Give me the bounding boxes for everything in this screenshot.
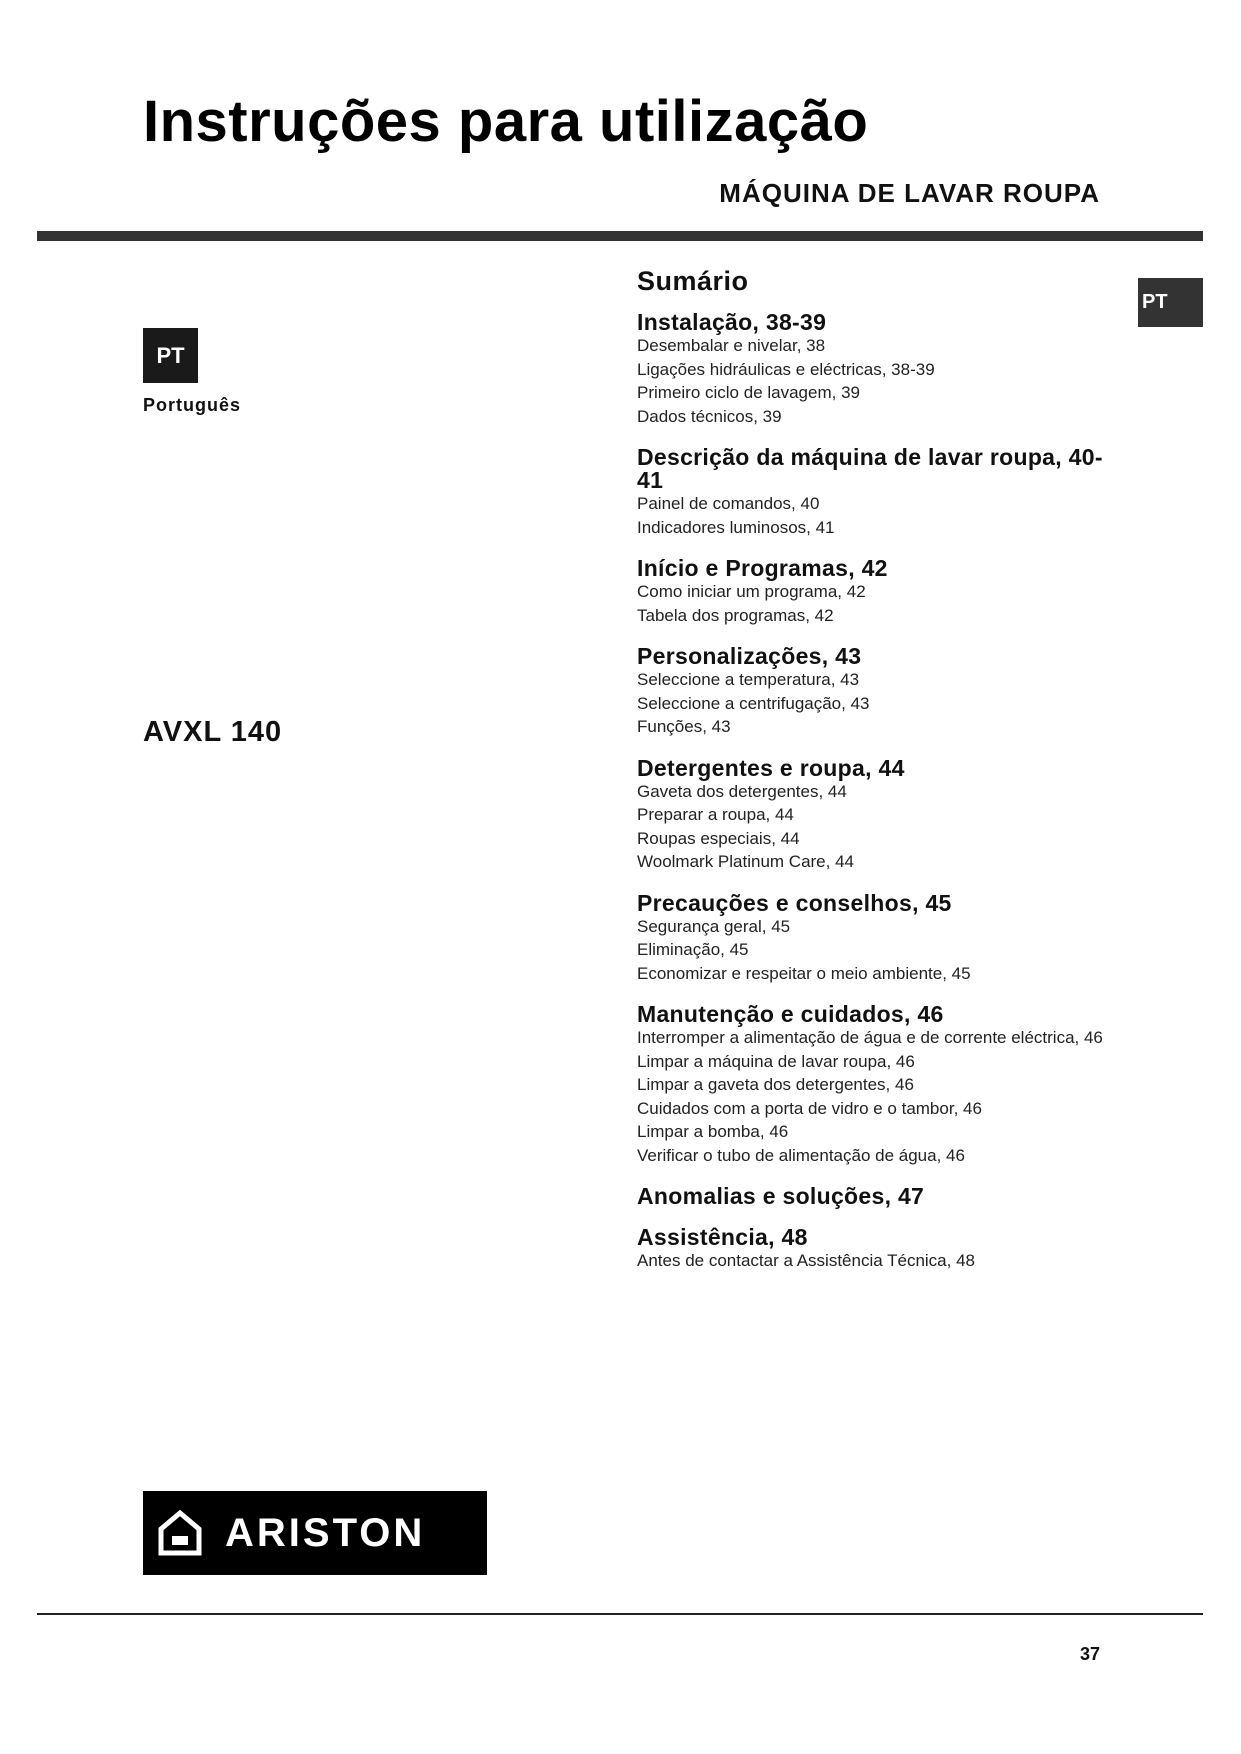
toc-item: Interromper a alimentação de água e de corrente eléctrica, 46 xyxy=(637,1028,1103,1047)
toc-item: Cuidados com a porta de vidro e o tambor, 46 xyxy=(637,1098,982,1118)
toc-item: Tabela dos programas, 42 xyxy=(637,605,834,625)
toc-item: Funções, 43 xyxy=(637,717,731,736)
toc-section xyxy=(637,645,1107,739)
toc-section-title: Início e Programas, 42 xyxy=(637,555,888,581)
toc-section-title: Descrição da máquina de lavar roupa, 40-41 xyxy=(637,444,1103,493)
toc-section xyxy=(637,446,1107,539)
house-icon xyxy=(157,1509,203,1557)
page-number: 37 xyxy=(1079,1644,1100,1664)
toc-item: Preparar a roupa, 44 xyxy=(637,805,794,824)
language-badge: PT xyxy=(143,328,198,383)
toc-section-title: Precauções e conselhos, 45 xyxy=(637,889,952,916)
toc-sections xyxy=(637,311,1107,1273)
toc-item: Painel de comandos, 40 xyxy=(637,494,820,513)
toc-section xyxy=(637,889,1107,986)
toc-section-title: Manutenção e cuidados, 46 xyxy=(637,1001,944,1027)
toc-item: Roupas especiais, 44 xyxy=(637,828,800,848)
toc-item: Indicadores luminosos, 41 xyxy=(637,517,835,537)
toc-section xyxy=(637,1003,1107,1167)
toc-heading: Sumário xyxy=(637,266,749,296)
toc-section-title: Anomalias e soluções, 47 xyxy=(637,1183,925,1209)
toc-item: Segurança geral, 45 xyxy=(637,916,791,936)
bottom-divider xyxy=(37,1613,1203,1615)
ariston-logo xyxy=(143,1491,487,1575)
toc-item: Desembalar e nivelar, 38 xyxy=(637,336,826,355)
page-subtitle: MÁQUINA DE LAVAR ROUPA xyxy=(719,178,1100,208)
toc-section-title: Detergentes e roupa, 44 xyxy=(637,754,905,781)
toc-section xyxy=(637,311,1107,428)
language-name: Português xyxy=(143,395,242,415)
toc-item: Eliminação, 45 xyxy=(637,940,749,959)
toc-section-title: Instalação, 38-39 xyxy=(637,309,827,335)
table-of-contents xyxy=(637,266,1107,1291)
model-name: AVXL 140 xyxy=(143,716,283,748)
toc-item: Seleccione a centrifugação, 43 xyxy=(637,693,870,713)
toc-item: Ligações hidráulicas e eléctricas, 38-39 xyxy=(637,359,935,379)
toc-section xyxy=(637,1185,1107,1208)
toc-item: Limpar a bomba, 46 xyxy=(637,1122,789,1141)
toc-item: Limpar a máquina de lavar roupa, 46 xyxy=(637,1051,915,1071)
toc-item: Gaveta dos detergentes, 44 xyxy=(637,781,847,801)
toc-item: Dados técnicos, 39 xyxy=(637,406,782,426)
toc-section xyxy=(637,557,1107,627)
toc-item: Verificar o tubo de alimentação de água, 46 xyxy=(637,1145,965,1165)
toc-item: Antes de contactar a Assistência Técnica, 48 xyxy=(637,1251,975,1270)
logo-text: ARISTON xyxy=(225,1510,426,1555)
page-title: Instruções para utilização xyxy=(143,89,869,154)
toc-item: Limpar a gaveta dos detergentes, 46 xyxy=(637,1075,914,1094)
toc-item: Seleccione a temperatura, 43 xyxy=(637,670,860,689)
toc-section xyxy=(637,1226,1107,1273)
toc-section xyxy=(637,754,1107,874)
toc-section-title: Assistência, 48 xyxy=(637,1224,808,1250)
top-divider xyxy=(37,231,1203,241)
toc-item: Woolmark Platinum Care, 44 xyxy=(637,852,854,871)
toc-item: Economizar e respeitar o meio ambiente, 45 xyxy=(637,963,971,983)
language-side-tab: PT xyxy=(1138,278,1203,327)
toc-item: Primeiro ciclo de lavagem, 39 xyxy=(637,383,860,402)
toc-section-title: Personalizações, 43 xyxy=(637,643,862,669)
toc-item: Como iniciar um programa, 42 xyxy=(637,582,866,601)
